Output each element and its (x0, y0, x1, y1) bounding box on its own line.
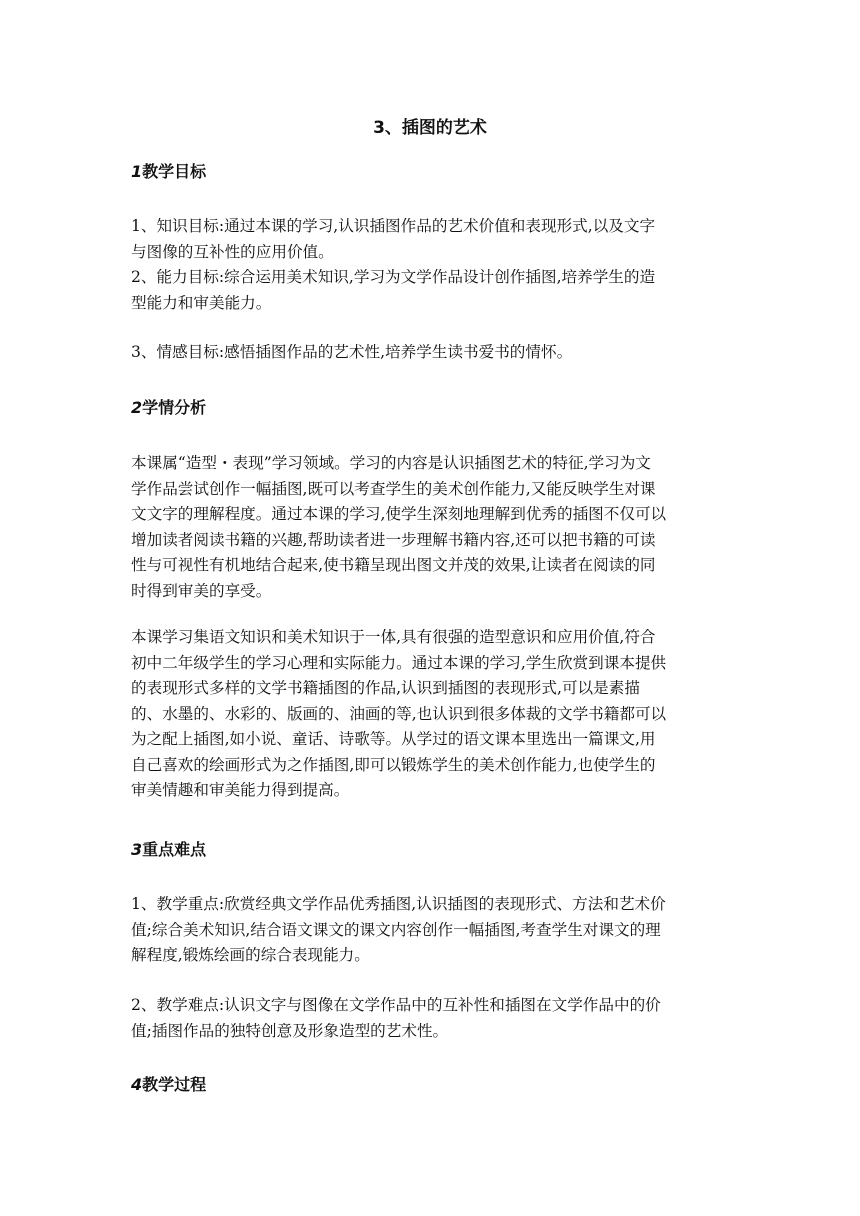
text-line: 性与可视性有机地结合起来,使书籍呈现出图文并茂的效果,让读者在阅读的同 (131, 556, 656, 574)
text-line: 本课学习集语文知识和美术知识于一体,具有很强的造型意识和应用价值,符合 (131, 628, 656, 646)
section-heading-text: 学情分析 (142, 398, 207, 417)
text-line: 1、知识目标:通过本课的学习,认识插图作品的艺术价值和表现形式,以及文字 (131, 217, 656, 235)
text-line: 值;综合美术知识,结合语文课文的课文内容创作一幅插图,考查学生对课文的理 (131, 920, 661, 939)
paragraph (131, 993, 731, 1044)
text-line: 值;插图作品的独特创意及形象造型的艺术性。 (131, 1021, 449, 1040)
section-heading-3 (131, 839, 206, 861)
paragraph (131, 214, 731, 316)
text-line: 审美情趣和审美能力得到提高。 (131, 781, 350, 799)
text-line: 本课属“造型・表现”学习领域。学习的内容是认识插图艺术的特征,学习为文 (131, 454, 651, 472)
section-heading-1 (131, 161, 206, 183)
text-line: 自己喜欢的绘画形式为之作插图,即可以锻炼学生的美术创作能力,也使学生的 (131, 755, 656, 774)
paragraph (131, 892, 731, 969)
text-line: 型能力和审美能力。 (131, 293, 272, 312)
paragraph (131, 451, 731, 604)
text-line: 2、教学难点:认识文字与图像在文学作品中的互补性和插图在文学作品中的价 (131, 996, 661, 1014)
text-line: 1、教学重点:欣赏经典文学作品优秀插图,认识插图的表现形式、方法和艺术价 (131, 895, 666, 913)
paragraph (131, 625, 731, 804)
text-line: 2、能力目标:综合运用美术知识,学习为文学作品设计创作插图,培养学生的造 (131, 268, 656, 286)
section-heading-2 (131, 397, 206, 419)
text-line: 学作品尝试创作一幅插图,既可以考查学生的美术创作能力,又能反映学生对课 (131, 479, 656, 498)
text-line: 3、情感目标:感悟插图作品的艺术性,培养学生读书爱书的情怀。 (131, 343, 573, 361)
text-line: 的、水墨的、水彩的、版画的、油画的等,也认识到很多体裁的文学书籍都可以 (131, 704, 667, 723)
text-line: 解程度,锻炼绘画的综合表现能力。 (131, 946, 370, 964)
text-line: 为之配上插图,如小说、童话、诗歌等。从学过的语文课本里选出一篇课文,用 (131, 730, 656, 748)
document-title: 3、插图的艺术 (373, 118, 487, 138)
section-number: 3 (131, 840, 143, 859)
section-heading-text: 重点难点 (142, 840, 207, 859)
text-line: 的表现形式多样的文学书籍插图的作品,认识到插图的表现形式,可以是素描 (131, 679, 640, 697)
section-number: 4 (131, 1075, 143, 1094)
text-line: 初中二年级学生的学习心理和实际能力。通过本课的学习,学生欣赏到课本提供 (131, 653, 667, 672)
text-line: 文文字的理解程度。通过本课的学习,使学生深刻地理解到优秀的插图不仅可以 (131, 505, 667, 523)
section-heading-text: 教学过程 (142, 1075, 207, 1094)
paragraph (131, 340, 731, 366)
section-heading-text: 教学目标 (142, 162, 207, 181)
text-line: 时得到审美的享受。 (131, 581, 272, 600)
text-line: 与图像的互补性的应用价值。 (131, 242, 334, 261)
section-number: 2 (131, 398, 143, 417)
text-line: 增加读者阅读书籍的兴趣,帮助读者进一步理解书籍内容,还可以把书籍的可读 (131, 530, 656, 549)
section-number: 1 (131, 162, 143, 181)
section-heading-4 (131, 1074, 206, 1096)
